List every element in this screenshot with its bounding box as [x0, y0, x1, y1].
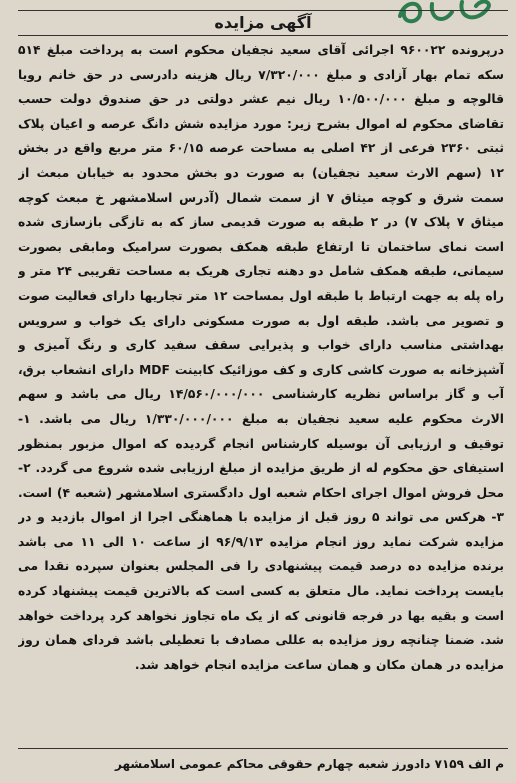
- notice-footer: م الف ۷۱۵۹ دادورز شعبه چهارم حقوقی محاکم عمومی اسلامشهر: [114, 757, 504, 771]
- notice-title: آگهی مزایده: [18, 10, 508, 36]
- notice-body: درپرونده ۹۶۰۰۲۲ اجرائی آقای سعید نجفیان محکوم است به پرداخت مبلغ ۵۱۴ سکه تمام بهار آزادی و مبلغ ۷/۳۲۰/۰۰۰ ریال هزینه دادرسی در حق خانم رویا قالوچه و مبلغ ۱۰/۵۰۰/۰۰۰ ریال نیم عشر دولتی در حق صندوق دولت حسب تقاضای محکوم له اموال بشرح زیر: مورد مزایده شش دانگ عرصه و اعیان پلاک ثبتی ۲۳۶۰ فرعی از ۴۲ اصلی به مساحت عرصه ۶۰/۱۵ متر مربع واقع در بخش ۱۲ (سهم الارث سعید نجفیان) به صورت دو بخش محدود به خیابان مبعث از سمت شرق و کوچه میثاق ۷ از سمت شمال (آدرس اسلامشهر خ مبعث کوچه میثاق ۷ پلاک ۷) در ۲ طبقه به صورت قدیمی ساز که به تازگی بازسازی شده است نمای ساختمان تا ارتفاع طبقه همکف بصورت سرامیک ومابقی بصورت سیمانی، طبقه همکف شامل دو دهنه تجاری هریک به مساحت تقریبی ۲۴ متر و راه پله به جهت ارتباط با طبقه اول بمساحت ۱۲ متر تجاریها دارای فعالیت صوت و تصویر می باشد. طبقه اول به صورت مسکونی دارای یک خواب و سرویس بهداشتی مناسب دارای خواب و پذیرایی سقف سفید کاری و رنگ آمیزی و آشپزخانه به صورت کاشی کاری و کف موزائیک کابینت MDF دارای انشعاب برق، آب و گاز براساس نظریه کارشناسی ۱۴/۵۶۰/۰۰۰/۰۰۰ ریال می باشد و سهم الارث محکوم علیه سعید نجفیان به مبلغ ۱/۳۳۰/۰۰۰/۰۰۰ ریال می باشد. ۱- توقیف و ارزیابی آن بوسیله کارشناس انجام گردیده که اموال مزبور بمنظور استیفای حق محکوم له از طریق مزایده از مبلغ ارزیابی شده شروع می گردد. ۲- محل فروش اموال اجرای احکام شعبه اول دادگستری اسلامشهر (شعبه ۴) است. ۳- هرکس می تواند ۵ روز قبل از مزایده با هماهنگی اجرا از اموال بازدید و در مزایده شرکت نماید روز انجام مزایده ۹۶/۹/۱۳ از ساعت ۱۰ الی ۱۱ می باشد برنده مزایده ده درصد قیمت پیشنهادی را فی المجلس بعنوان سپرده نقدا می بایست پرداخت نماید. مال متعلق به کسی است که بالاترین قیمت پیشنهاد کرده است و بقیه بها در فرجه قانونی که از یک ماه تجاوز نخواهد کرد پرداخت خواهد شد. ضمنا چنانچه روز مزایده به عللی مصادف با تعطیلی باشد فردای همان روز مزایده در همان مکان و همان ساعت مزایده انجام خواهد شد.: [18, 43, 504, 672]
- footer-divider: [18, 748, 508, 749]
